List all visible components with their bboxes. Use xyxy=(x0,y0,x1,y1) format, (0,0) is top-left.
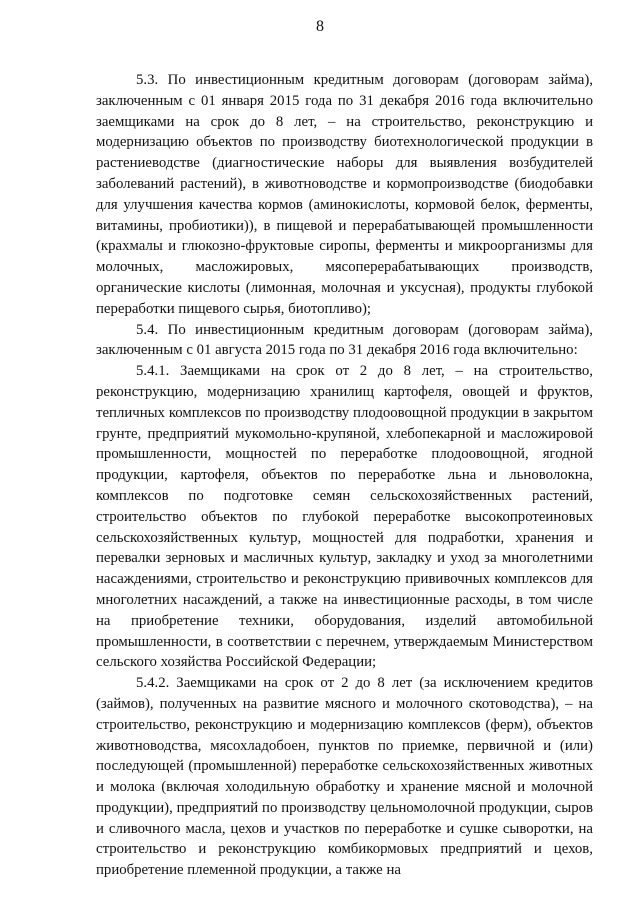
paragraph-5-4-2: 5.4.2. Заемщиками на срок от 2 до 8 лет (за исключением кредитов (займов), полученных на развитие мясного и молочного скотоводства), – на строительство, реконструкцию и модернизацию комплексов (ферм), объектов животноводства, мясохладобоен, пунктов по приемке, первичной и (или) последующей (промышленной) переработке сельскохозяйственных животных и молока (включая холодильную обработку и хранение мясной и молочной продукции), предприятий по производству цельномолочной продукции, сыров и сливочного масла, цехов и участков по переработке и сушке сыворотки, на строительство и реконструкцию комбикормовых предприятий и цехов, приобретение племенной продукции, а также на xyxy=(96,675,593,879)
page-number: 8 xyxy=(316,18,324,35)
document-body xyxy=(96,70,593,881)
paragraph-5-4-1: 5.4.1. Заемщиками на срок от 2 до 8 лет, – на строительство, реконструкцию, модернизацию хранилищ картофеля, овощей и фруктов, тепличных комплексов по производству плодоовощной продукции в закрытом грунте, предприятий мукомольно-крупяной, хлебопекарной и масложировой промышленности, мощностей по переработке плодоовощной, ягодной продукции, картофеля, объектов по переработке льна и льноволокна, комплексов по подготовке семян сельскохозяйственных растений, строительство объектов по глубокой переработке высокопротеиновых сельскохозяйственных культур, мощностей для подработки, хранения и перевалки зерновых и масличных культур, закладку и уход за многолетними насаждениями, строительство и реконструкцию прививочных комплексов для многолетних насаждений, а также на инвестиционные расходы, в том числе на приобретение техники, оборудования, изделий автомобильной промышленности, в соответствии с перечнем, утверждаемым Министерством сельского хозяйства Российской Федерации; xyxy=(96,363,593,671)
paragraph-5-3: 5.3. По инвестиционным кредитным договорам (договорам займа), заключенным с 01 января 2015 года по 31 декабря 2016 года включительно заемщиками на срок до 8 лет, – на строительство, реконструкцию и модернизацию объектов по производству биотехнологической продукции в растениеводстве (диагностические наборы для выявления возбудителей заболеваний растений), в животноводстве и кормопроизводстве (биодобавки для улучшения качества кормов (аминокислоты, кормовой белок, ферменты, витамины, пробиотики)), в пищевой и перерабатывающей промышленности (крахмалы и глюкозно-фруктовые сиропы, ферменты и микроорганизмы для молочных, масложировых, мясоперерабатывающих производств, органические кислоты (лимонная, молочная и уксусная), продукты глубокой переработки пищевого сырья, биотопливо); xyxy=(96,72,593,317)
paragraph-5-4: 5.4. По инвестиционным кредитным договорам (договорам займа), заключенным с 01 августа 2015 года по 31 декабря 2016 года включительно: xyxy=(96,321,593,359)
